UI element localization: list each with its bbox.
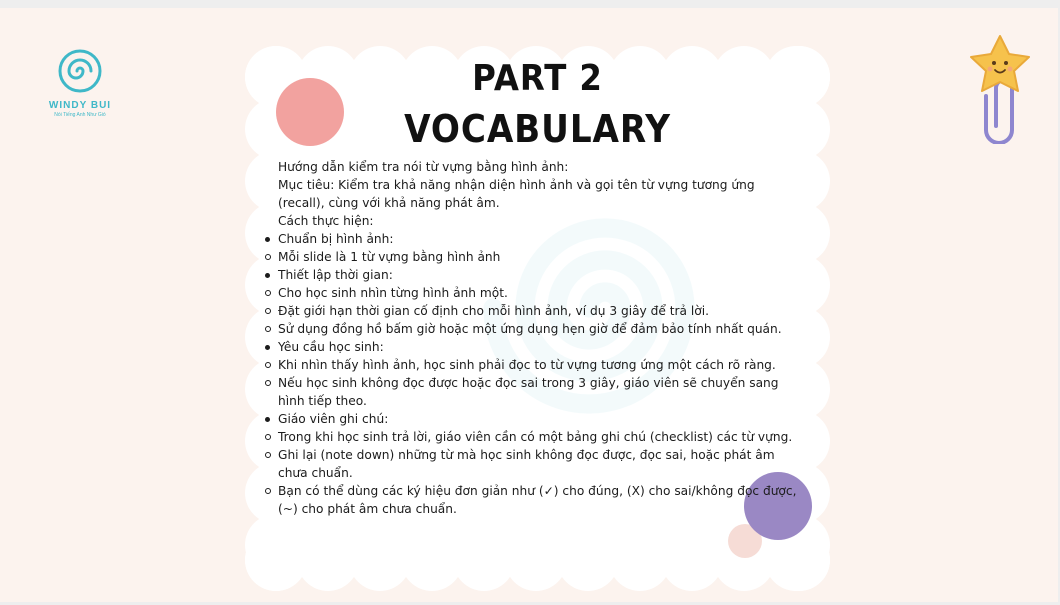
list-item: Bạn có thể dùng các ký hiệu đơn giản như (✓) cho đúng, (X) cho sai/không đọc được, (~) cho phát âm chưa chuẩn. xyxy=(278,484,797,516)
logo-tagline: Nói Tiếng Anh Như Gió xyxy=(54,112,106,118)
intro-text: Hướng dẫn kiểm tra nói từ vựng bằng hình ảnh: xyxy=(278,160,569,174)
step-teacher-notes xyxy=(278,410,798,518)
step-student-requirements xyxy=(278,338,798,410)
logo-name: WINDY BUI xyxy=(48,100,112,111)
list-item: Nếu học sinh không đọc được hoặc đọc sai trong 3 giây, giáo viên sẽ chuyển sang hình tiếp theo. xyxy=(278,374,798,410)
steps-list xyxy=(278,230,798,518)
step-label: Chuẩn bị hình ảnh: xyxy=(278,232,394,246)
step-label: Giáo viên ghi chú: xyxy=(278,412,389,426)
step-prepare-images xyxy=(278,230,798,266)
step-label: Thiết lập thời gian: xyxy=(278,268,393,282)
list-item: Đặt giới hạn thời gian cố định cho mỗi hình ảnh, ví dụ 3 giây để trả lời. xyxy=(278,302,798,320)
list-item: Ghi lại (note down) những từ mà học sinh không đọc được, đọc sai, hoặc phát âm chưa chuẩn. xyxy=(278,446,798,482)
slide xyxy=(0,8,1058,602)
swirl-logo-icon xyxy=(57,48,103,94)
step-label: Yêu cầu học sinh: xyxy=(278,340,384,354)
list-item: Khi nhìn thấy hình ảnh, học sinh phải đọc to từ vựng tương ứng một cách rõ ràng. xyxy=(278,356,798,374)
list-item: Mỗi slide là 1 từ vựng bằng hình ảnh xyxy=(278,248,798,266)
title-part: PART 2 xyxy=(472,58,603,99)
list-item: Trong khi học sinh trả lời, giáo viên cần có một bảng ghi chú (checklist) các từ vựng. xyxy=(278,428,798,446)
title-vocabulary: VOCABULARY xyxy=(404,107,671,151)
list-item: Cho học sinh nhìn từng hình ảnh một. xyxy=(278,284,798,302)
star-paperclip-icon xyxy=(964,32,1036,144)
objective-text: Mục tiêu: Kiểm tra khả năng nhận diện hình ảnh và gọi tên từ vựng tương ứng (recall), cùng với khả năng phát âm. xyxy=(278,178,755,210)
method-label: Cách thực hiện: xyxy=(278,214,374,228)
list-item: Sử dụng đồng hồ bấm giờ hoặc một ứng dụng hẹn giờ để đảm bảo tính nhất quán. xyxy=(278,320,798,338)
step-set-time xyxy=(278,266,798,338)
instructions xyxy=(278,158,798,518)
brand-logo xyxy=(40,48,120,118)
